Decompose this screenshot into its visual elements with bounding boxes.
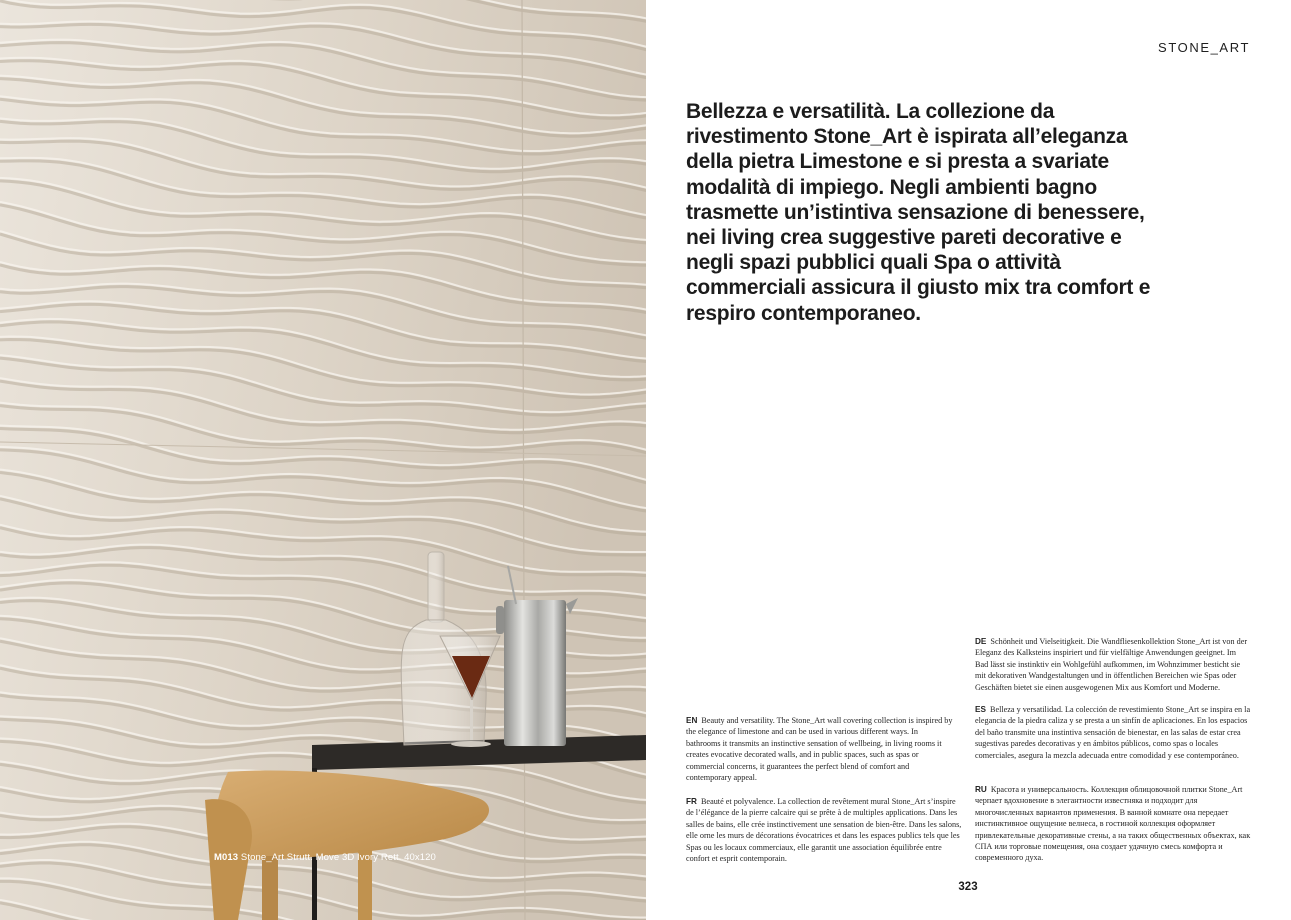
text-block-ru: [975, 784, 1251, 864]
product-code: M013: [214, 852, 239, 863]
lang-label-ru: RU: [975, 785, 987, 794]
lang-label-fr: FR: [686, 797, 697, 806]
text-block-en: [686, 715, 954, 783]
lang-label-en: EN: [686, 716, 698, 725]
lang-label-de: DE: [975, 637, 987, 646]
page-number: 323: [958, 881, 978, 893]
collection-brand: STONE_ART: [1158, 40, 1250, 55]
text-fr: Beauté et polyvalence. La collection de revêtement mural Stone_Art s’inspire de l’élégance de la pierre calcaire qui se prête à de multiples applications. Dans les salles de bains, elle crée instinctivement une sensation de bien-être. Dans les salons, elle orne les murs de décorations évocatrices et dans les espaces publics tels que les Spas ou les locaux commerciaux, elle garantit une association équilibrée entre confort et esprit contemporain.: [686, 797, 962, 864]
photo-caption: [214, 852, 436, 863]
text-ru: Красота и универсальность. Коллекция облицовочной плитки Stone_Art черпает вдохновение в элегантности известняка и подходит для многочисленных вариантов применения. В ванной комнате она передает инстинктивное ощущение велнеса, в гостиной коллекция оформляет привлекательные декоративные стены, а на таких общественных объектах, как СПА или торговые помещения, она создает удачную смесь комфорта и современного духа.: [975, 785, 1251, 863]
headline-italian: Bellezza e versatilità. La collezione da rivestimento Stone_Art è ispirata all’eleganza della pietra Limestone e si presta a svariate modalità di impiego. Negli ambienti bagno trasmette un’istintiva sensazione di benessere, nei living crea suggestive pareti decorative e negli spazi pubblici quali Spa o attività commerciali assicura il giusto mix tra comfort e respiro contemporaneo.: [686, 100, 1151, 325]
product-description: Stone_Art Strutt. Move 3D Ivory Rett. 40x120: [238, 852, 436, 863]
text-block-fr: [686, 796, 964, 864]
lang-label-es: ES: [975, 705, 986, 714]
text-de: Schönheit und Vielseitigkeit. Die Wandfliesenkollektion Stone_Art ist von der Eleganz des Kalksteins inspiriert und für vielfältige Anwendungen geeignet. Im Bad lässt sie instinktiv ein Wohlgefühl aufkommen, im Wohnzimmer besticht sie mit dekorativen Wandgestaltungen und in öffentlichen Bereichen wie Spas oder Geschäften bietet sie einen ausgewogenen Mix aus Komfort und Moderne.: [975, 637, 1248, 692]
text-block-es: [975, 704, 1251, 761]
text-es: Belleza y versatilidad. La colección de revestimiento Stone_Art se inspira en la elegancia de la piedra caliza y se presta a un sinfín de aplicaciones. En los espacios del baño transmite una instintiva sensación de bienestar, en las salas de estar crea sugestivas paredes decorativas y en ámbitos públicos, como spas o locales comerciales, asegura la mezcla adecuada entre comodidad y ese contemporáneo.: [975, 705, 1251, 760]
text-en: Beauty and versatility. The Stone_Art wall covering collection is inspired by the elegance of limestone and can be used in various different ways. In bathrooms it transmits an instinctive sensation of wellbeing, in living rooms it creates evocative decorated walls, and in public spaces, such as spas or commercial concerns, it guarantees the perfect blend of comfort and contemporary appeal.: [686, 716, 953, 783]
text-block-de: [975, 636, 1251, 693]
